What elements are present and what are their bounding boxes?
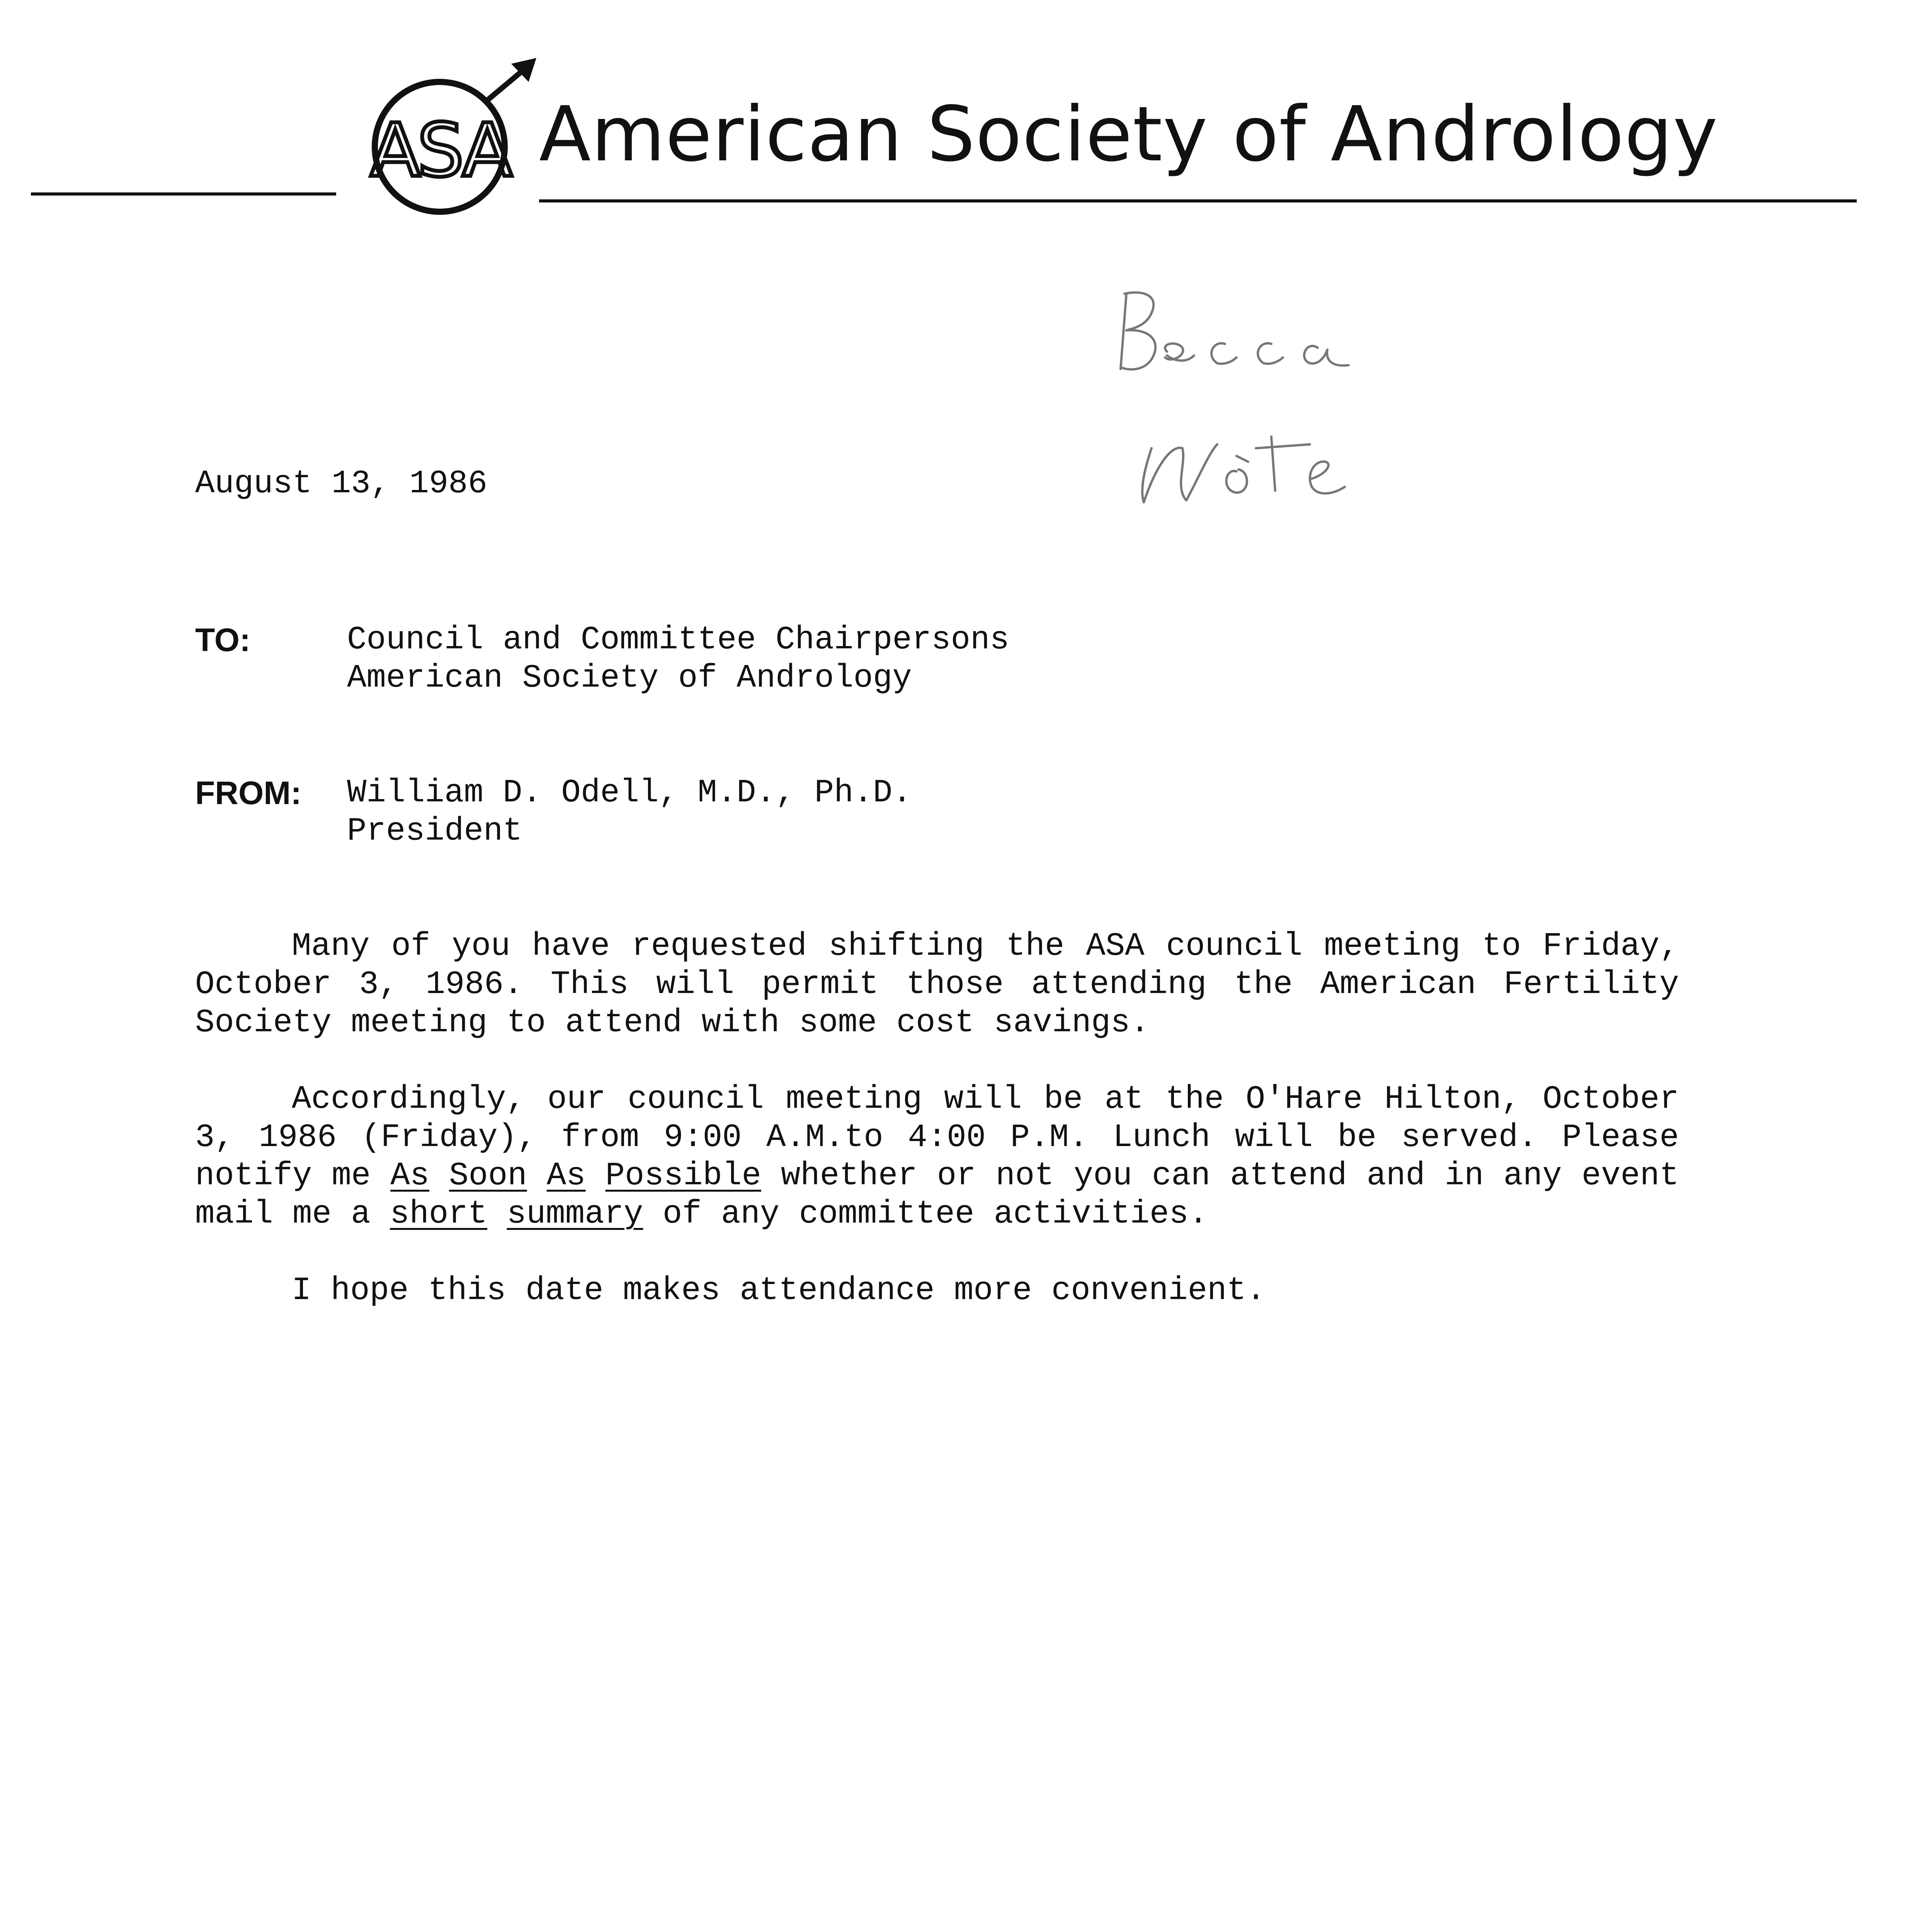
from-label: FROM: — [195, 775, 302, 811]
to-label: TO: — [195, 622, 251, 658]
underlined-summary: summary — [507, 1196, 643, 1233]
logo-text: ASA — [370, 108, 510, 193]
organization-name: American Society of Andrology — [539, 90, 1718, 179]
paragraph-3: I hope this date makes attendance more convenient. — [292, 1272, 1266, 1309]
to-recipient — [347, 621, 1009, 697]
asa-logo — [359, 58, 540, 220]
underlined-possible: Possible — [605, 1158, 761, 1194]
to-line-1: Council and Committee Chairpersons — [347, 622, 1009, 658]
memo-body — [195, 927, 1679, 1348]
paragraph-1: Many of you have requested shifting the ASA council meeting to Friday, October 3, 1986. This will permit those attending the American Fertility Society meeting to attend with some cost savings. — [195, 928, 1679, 1041]
letterhead — [0, 0, 1917, 216]
underlined-soon: Soon — [449, 1158, 527, 1194]
from-line-2: President — [347, 813, 522, 850]
underlined-as-2: As — [546, 1158, 586, 1194]
handwritten-annotation — [1109, 286, 1426, 572]
letterhead-rule-right — [539, 199, 1857, 202]
underlined-as: As — [390, 1158, 430, 1194]
from-sender — [347, 774, 912, 850]
paragraph-2: Accordingly, our council meeting will be at the O'Hare Hilton, October 3, 1986 (Friday), from 9:00 A.M.to 4:00 P.M. Lunch will be served. Please notify me As Soon As Possible whether or not you can attend and in any event mail me a short summary of any committee activities. — [195, 1081, 1679, 1233]
to-line-2: American Society of Andrology — [347, 660, 912, 697]
letterhead-rule-left — [31, 192, 336, 196]
underlined-short: short — [390, 1196, 488, 1233]
memo-date: August 13, 1986 — [195, 466, 488, 502]
from-line-1: William D. Odell, M.D., Ph.D. — [347, 775, 912, 811]
